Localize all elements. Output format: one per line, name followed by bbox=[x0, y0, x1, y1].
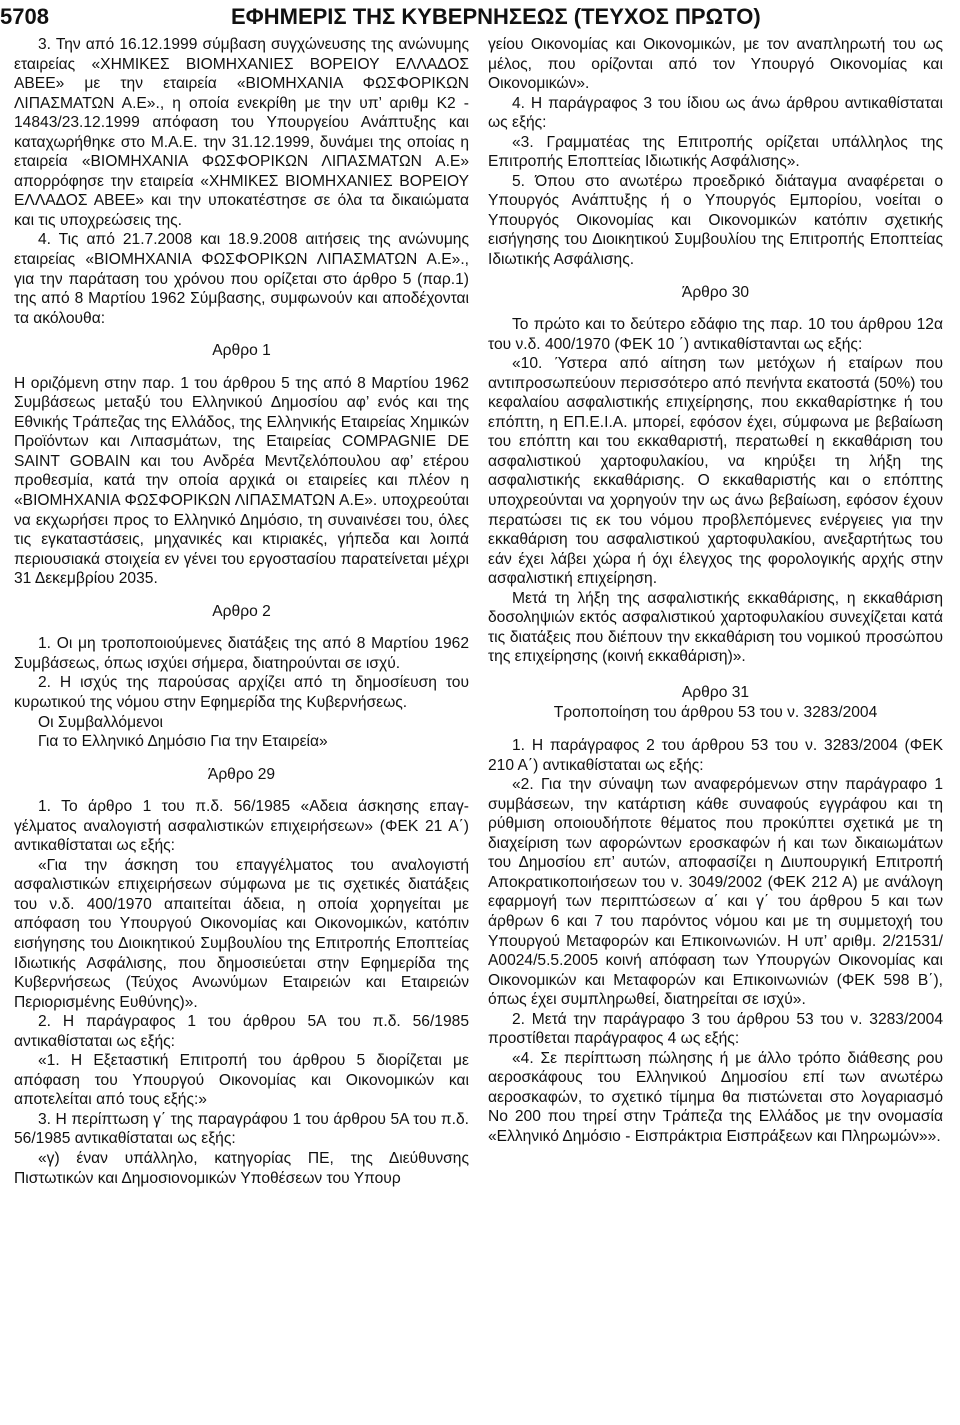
gazette-title: ΕΦΗΜΕΡΙΣ ΤΗΣ ΚΥΒΕΡΝΗΣΕΩΣ (ΤΕΥΧΟΣ ΠΡΩΤΟ) bbox=[231, 4, 761, 29]
paragraph: «Για την άσκηση του επαγγέλματος του αναλογιστή ασφαλιστικών επιχειρήσεων σύμφωνα με τις σχετικές διατάξεις του ν.δ. 400/1970 απαιτείται άδεια, η οποία χορηγείται με απόφαση του Υπουργού Οικονομίας και Οικονομικών, κατόπιν εισήγησης του Διοικητικού Συμβουλίου της Επιτροπής Εποπτείας Ιδιωτικής Ασφάλισης, που δημοσιεύεται στην Εφημερίδα της Κυβερνήσεως (Τεύχος Ανωνύμων Εταιρειών και Εταιρειών Περιορισμένης Ευθύνης)». bbox=[14, 856, 469, 1011]
paragraph: «1. Η Εξεταστική Επιτροπή του άρθρου 5 διορίζεται με απόφαση του Υπουργού Οικονομίας και Οικονομικών και αποτελείται από τους εξής:» bbox=[14, 1052, 469, 1109]
article-heading: Άρθρο 30 bbox=[681, 283, 750, 301]
paragraph: Το πρώτο και το δεύτερο εδάφιο της παρ. 10 του άρθρου 12α του ν.δ. 400/1970 (ΦΕΚ 10 ΄) αντικαθίστανται ως εξής: bbox=[488, 316, 943, 353]
article-heading: Αρθρο 1 bbox=[212, 342, 271, 360]
article-heading: Άρθρο 29 bbox=[207, 765, 276, 783]
article-subheading: Τροποποίηση του άρθρου 53 του ν. 3283/2004 bbox=[553, 703, 878, 721]
page-header bbox=[0, 2, 960, 32]
article-heading: Αρθρο 31 bbox=[681, 683, 750, 701]
paragraph: «4. Σε περίπτωση πώλησης ή με άλλο τρόπο διάθεσης ρου αεροσκάφους του Ελληνικού Δημοσίου επί των ανωτέρω αεροσκαφών, το σχετικό τίμημα θα πιστώνεται στο λογαριασμό Νο 200 που τηρεί στην Τράπεζα της Ελλάδος με την ονομασία «Ελληνικό Δημόσιο ‑ Εισπράκτρια Εισπράξεων και Πληρωμών»». bbox=[488, 1049, 943, 1145]
paragraph: «γ) έναν υπάλληλο, κατηγορίας ΠΕ, της Διεύθυνσης Πιστωτικών και Δημοσιονομικών Υποθέσεων του Υπουρ bbox=[14, 1149, 469, 1187]
paragraph: 2. Η παράγραφος 1 του άρθρου 5Α του π.δ. 56/1985 αντικαθίσταται ως εξής: bbox=[14, 1013, 469, 1050]
page-number: 5708 bbox=[0, 4, 49, 29]
paragraph: 1. Οι μη τροποποιούμενες διατάξεις της από 8 Μαρτίου 1962 Συμβάσεως, όπως ισχύει σήμερα, διατηρούνται σε ισχύ. bbox=[14, 635, 469, 672]
paragraph: «2. Για την σύναψη των αναφερόμενων στην παράγραφο 1 συμβάσεων, την κατάρτιση κάθε συναφούς εγγράφου και τη ρύθμιση οποιουδήποτε θέματος που προκύπτει σχετικά με τη διαχείριση των αφορώντων εροσκαφών ή και των δικαιωμάτων του Δημοσίου επ’ αυτών, αποφασίζει η Διυπουργική Επιτροπή Αποκρατικοποιήσεων του ν. 3049/2002 (ΦΕΚ 212 Α) με ανάλογη εφαρμογή των περιπτώσεων α΄ και γ΄ του άρθρου 5 και των άρθρων 6 και 7 του παρόντος νόμου και με τη συμμετοχή του Υπουργού Μεταφορών και Επικοινωνιών. Η υπ’ αριθμ. 2/21531/Α0024/5.5.2005 κοινή απόφαση των Υπουργών Οικονομίας και Οικονομικών και Μεταφορών και Επικοινωνιών (ΦΕΚ 598 Β΄), όπως έχει συμπληρωθεί, διατηρείται σε ισχύ». bbox=[488, 776, 943, 1009]
article-heading: Αρθρο 2 bbox=[212, 602, 271, 620]
paragraph: Για το Ελληνικό Δημόσιο Για την Εταιρεία» bbox=[38, 733, 328, 751]
paragraph: 3. Η περίπτωση γ΄ της παραγράφου 1 του άρθρου 5Α του π.δ. 56/1985 αντικαθίσταται ως εξής: bbox=[14, 1110, 469, 1148]
left-column bbox=[14, 35, 469, 1188]
paragraph: Η οριζόμενη στην παρ. 1 του άρθρου 5 της από 8 Μαρτίου 1962 Συμβάσεως μεταξύ του Ελληνικού Δημοσίου αφ’ ενός και της Εθνικής Τράπεζας της Ελλάδος, της Ελληνικής Εταιρείας Χημικών Προϊόντων και Λιπασμάτων, της Εταιρείας COMPAGNIE DE SAINT GOBAIN και του Ανδρέα Μεντζελόπουλου αφ’ ετέρου προθεσμία, κατά την οποία αρχικά οι εταιρείες και πλέον η «ΒΙΟΜΗΧΑΝΙΑ ΦΩΣΦΟΡΙΚΩΝ ΛΙΠΑΣΜΑΤΩΝ Α.Ε». υποχρεούται να εκχωρήσει προς το Ελληνικό Δημόσιο, τη συναινέσει του, όλες τις εγκαταστάσεις, μηχανικές και κτιριακές, γήπεδα και λοιπά περιουσιακά στοιχεία εν γένει του εργοστασίου παρατείνεται μέχρι 31 Δεκεμβρίου 2035. bbox=[14, 374, 469, 588]
paragraph: 5. Όπου στο ανωτέρω προεδρικό διάταγμα αναφέρεται ο Υπουργός Ανάπτυξης ή ο Υπουργός Εμπορίου, νοείται ο Υπουργός Οικονομίας και Οικονομικών κατόπιν σχετικής εισήγησης του Διοικητικού Συμβουλίου της Επιτροπής Εποπτείας Ιδιωτικής Ασφάλισης. bbox=[488, 172, 943, 269]
right-column bbox=[488, 35, 943, 1147]
paragraph: 4. Τις από 21.7.2008 και 18.9.2008 αιτήσεις της ανώνυμης εταιρείας «ΒΙΟΜΗΧΑΝΙΑ ΦΩΣΦΟΡΙΚΩΝ ΛΙΠΑΣΜΑΤΩΝ Α.Ε»., για την παράταση του χρόνου που ορίζεται στο άρθρο 5 (παρ.1) της από 8 Μαρτίου 1962 Σύμβασης, συμφωνούν και αποδέχονται τα ακόλουθα: bbox=[14, 231, 469, 327]
paragraph: 2. Μετά την παράγραφο 3 του άρθρου 53 του ν. 3283/2004 προστίθεται παράγραφος 4 ως εξής: bbox=[488, 1010, 943, 1048]
paragraph: Οι Συμβαλλόμενοι bbox=[38, 713, 163, 731]
paragraph: «10. Ύστερα από αίτηση των μετόχων ή εταίρων που αντιπροσωπεύουν περισσότερο από πενήντα εκατοστά (50%) του κεφαλαίου ασφαλιστικής επιχείρησης, που εκκαθαρίστηκε ή του επόπτη, η ΕΠ.Ε.Ι.Α. μπορεί, εφόσον έχει, σύμφωνα με βεβαίωση του επόπτη και του εκκαθαριστή, περατωθεί η εκκαθάριση του ασφαλιστικού χαρτοφυλακίου, να κηρύξει τη λήξη της ασφαλιστικής εκκαθάρισης. Ο εκκαθαριστής και ο επόπτης υποχρεούνται να χορηγούν την ως άνω βεβαίωση, εφόσον έχουν περατώσει τις εκ του νόμου προβλεπόμενες ενέργειες για την εκκαθάριση του ασφαλιστικού χαρτοφυλακίου, ανεξαρτήτως του εάν έχει λάβει χώρα ή όχι έλεγχος της φορολογικής αρχής στην ασφαλιστική επιχείρηση. bbox=[488, 355, 943, 588]
paragraph: γείου Οικονομίας και Οικονομικών, με τον αναπληρωτή του ως μέλος, που ορίζονται από τον Υπουργό Οικονομίας και Οικονομικών». bbox=[488, 36, 943, 93]
paragraph: 1. Το άρθρο 1 του π.δ. 56/1985 «Αδεια άσκησης επαγγέλματος αναλογιστή ασφαλιστικών επιχειρήσεων» (ΦΕΚ 21 Α΄) αντικαθίσταται ως εξής: bbox=[14, 798, 469, 855]
paragraph: 2. Η ισχύς της παρούσας αρχίζει από τη δημοσίευση του κυρωτικού της νόμου στην Εφημερίδα της Κυβερνήσεως. bbox=[14, 674, 469, 711]
paragraph: 4. Η παράγραφος 3 του ίδιου ως άνω άρθρου αντικαθίσταται ως εξής: bbox=[488, 94, 943, 132]
paragraph: Μετά τη λήξη της ασφαλιστικής εκκαθάρισης, η εκκαθάριση δοσοληψιών εκτός ασφαλιστικού χαρτοφυλακίου συνεχίζεται κατά τις διατάξεις που διέπουν την εκκαθάριση του νομικού προσώπου της επιχείρησης (κοινή εκκαθάριση)». bbox=[488, 589, 943, 666]
paragraph: 3. Την από 16.12.1999 σύμβαση συγχώνευσης της ανώνυμης εταιρείας «ΧΗΜΙΚΕΣ ΒΙΟΜΗΧΑΝΙΕΣ ΒΟΡΕΙΟΥ ΕΛΛΑΔΟΣ ΑΒΕΕ» με την εταιρεία «ΒΙΟΜΗΧΑΝΙΑ ΦΩΣΦΟΡΙΚΩΝ ΛΙΠΑΣΜΑΤΩΝ Α.Ε»., η οποία ενεκρίθη με την υπ’ αριθμ Κ2 ‑ 14843/23.12.1999 απόφαση του Υπουργείου Ανάπτυξης και καταχωρήθηκε στο Μ.Α.Ε. την 31.12.1999, δυνάμει της οποίας η εταιρεία «ΒΙΟΜΗΧΑΝΙΑ ΦΩΣΦΟΡΙΚΩΝ ΛΙΠΑΣΜΑΤΩΝ Α.Ε» απορρόφησε την εταιρεία «ΧΗΜΙΚΕΣ ΒΙΟΜΗΧΑΝΙΕΣ ΒΟΡΕΙΟΥ ΕΛΛΑΔΟΣ ΑΒΕΕ» και την υποκατέστησε σε όλα τα δικαιώματα και τις υποχρεώσεις της. bbox=[14, 36, 469, 229]
paragraph: 1. Η παράγραφος 2 του άρθρου 53 του ν. 3283/2004 (ΦΕΚ 210 Α΄) αντικαθίσταται ως εξής: bbox=[488, 737, 943, 774]
paragraph: «3. Γραμματέας της Επιτροπής ορίζεται υπάλληλος της Επιτροπής Εποπτείας Ιδιωτικής Ασφάλισης». bbox=[488, 133, 943, 171]
